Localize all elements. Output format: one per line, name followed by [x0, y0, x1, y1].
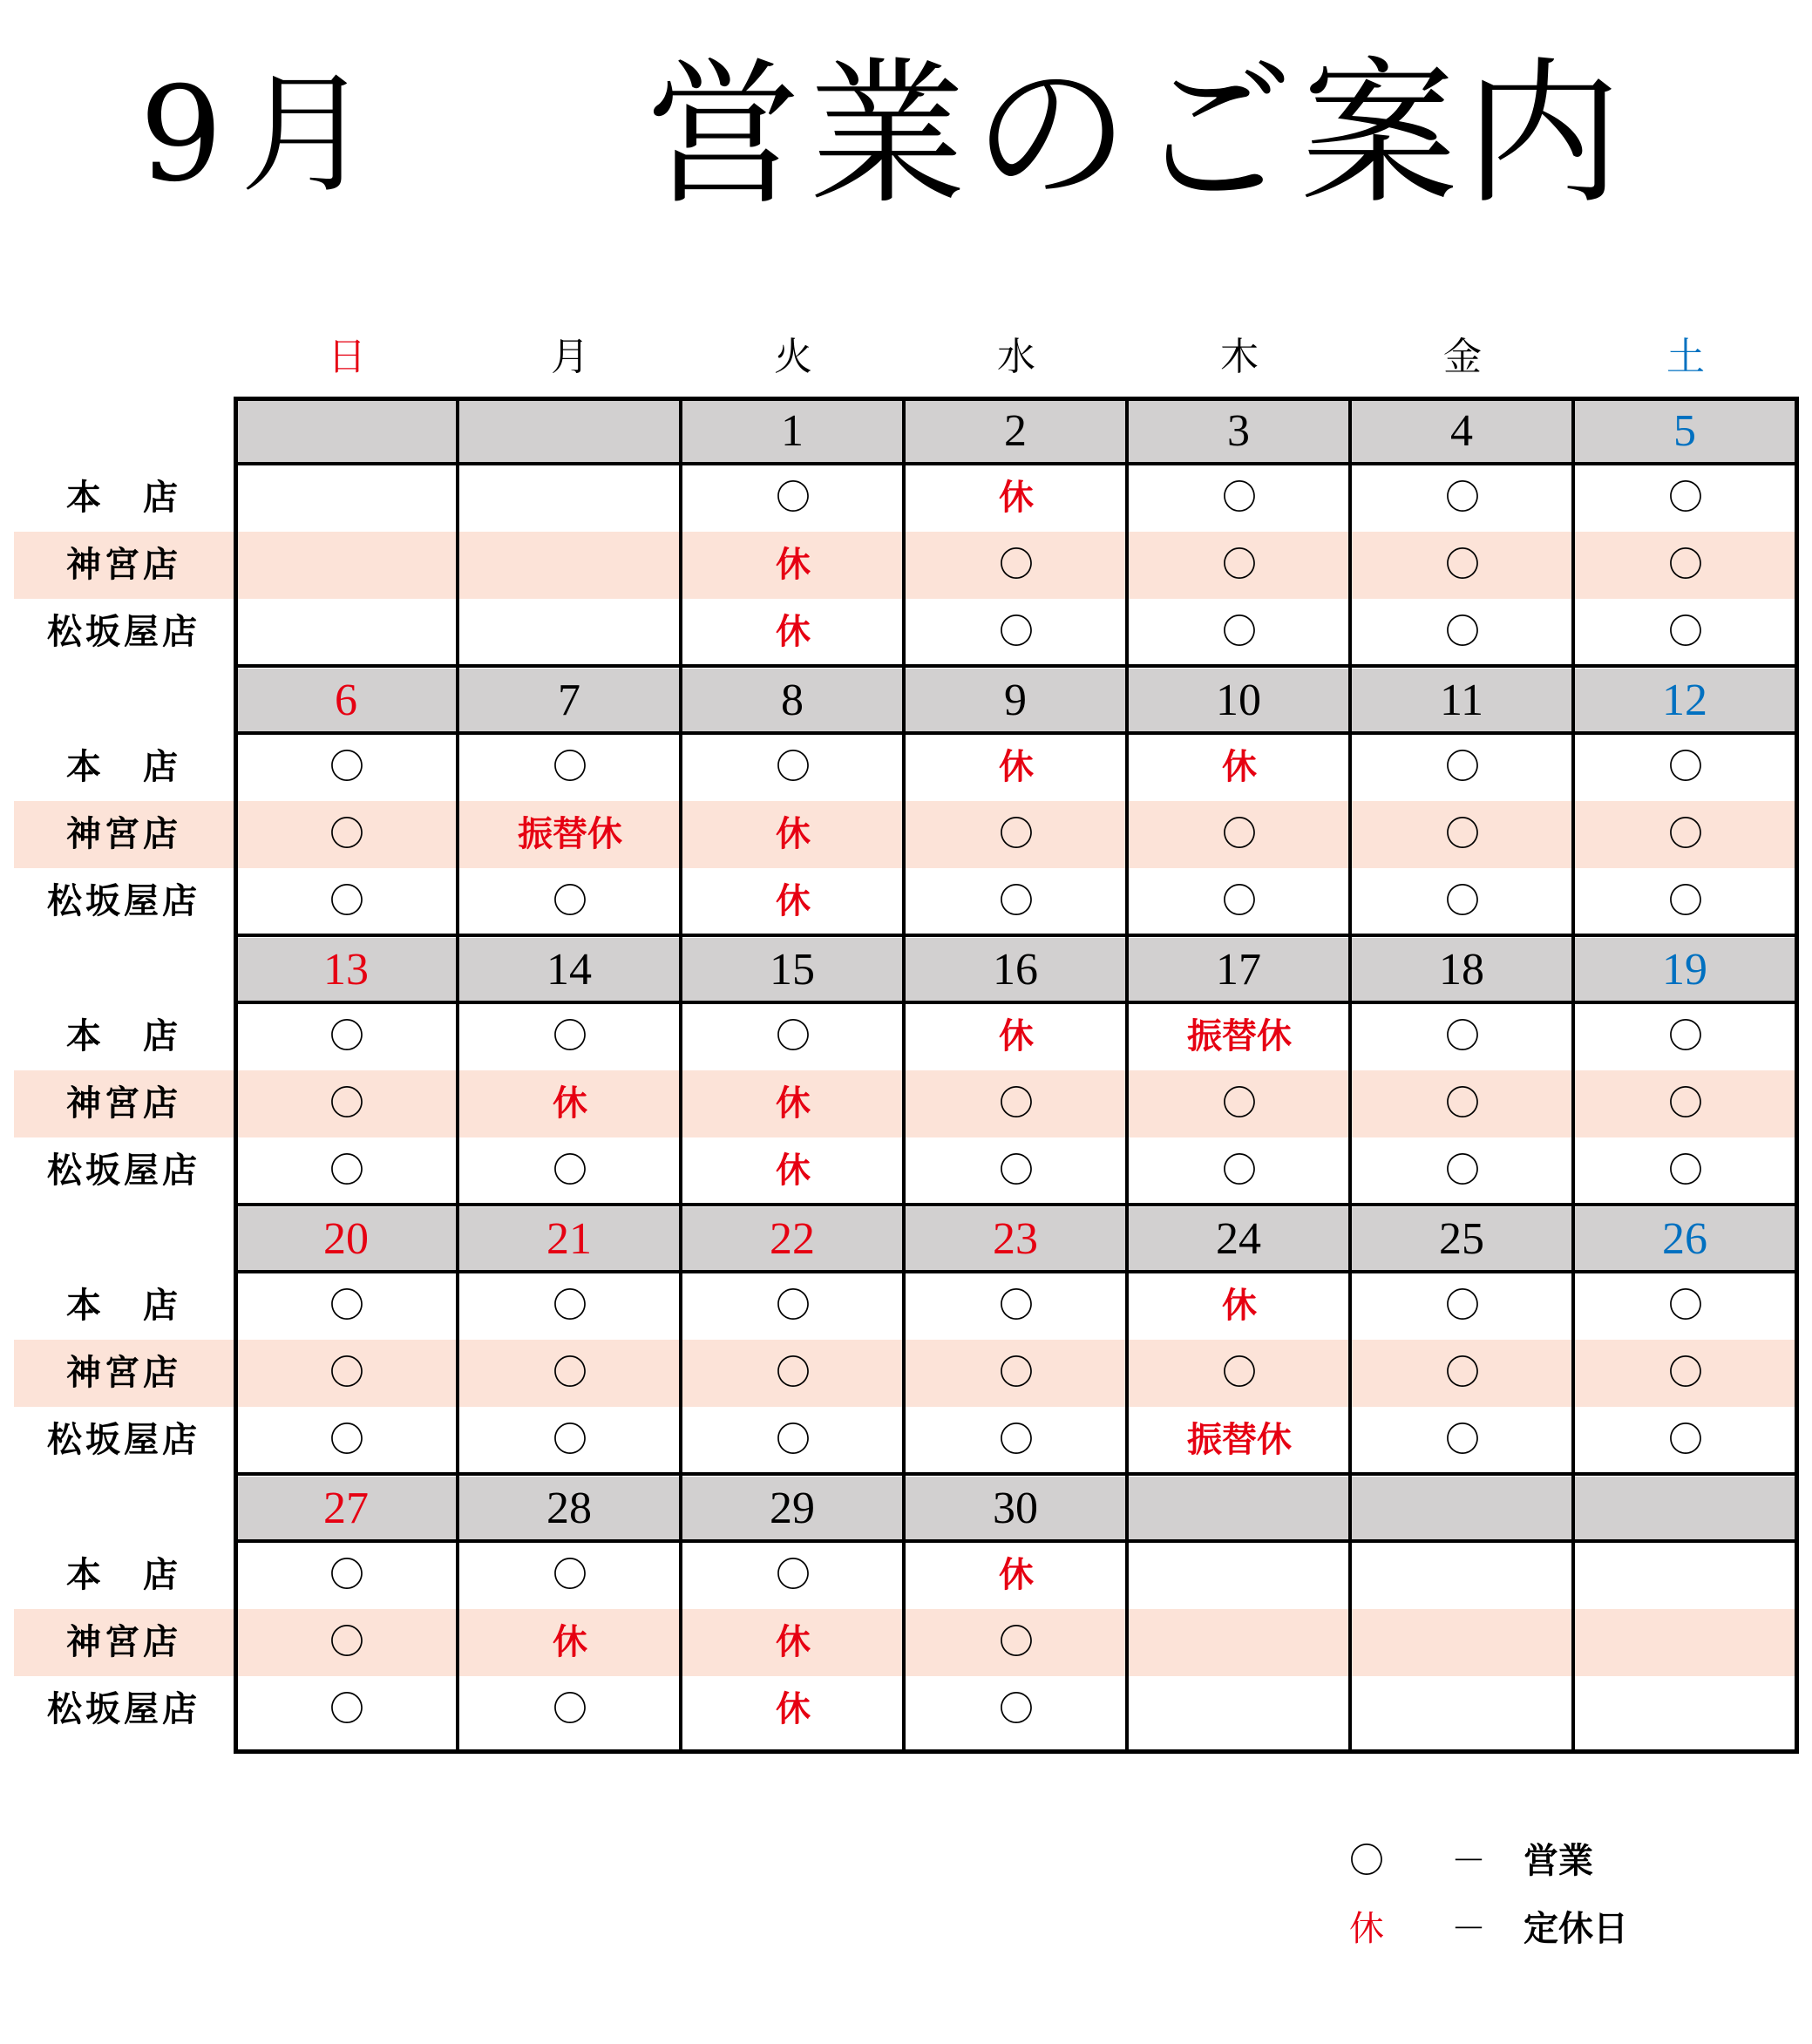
column-divider [679, 397, 682, 1754]
row-divider [234, 664, 1799, 668]
open-status-cell: 〇 [1445, 1286, 1480, 1326]
open-status-cell: 〇 [553, 881, 587, 921]
date-cell: 28 [459, 1477, 679, 1540]
weekday-label: 金 [1443, 335, 1482, 379]
open-status-cell: 〇 [1222, 612, 1257, 652]
closed-status-cell: 休 [776, 612, 811, 652]
closed-status-cell: 休 [776, 1689, 811, 1729]
date-cell: 20 [236, 1207, 456, 1271]
closed-status-cell: 休 [776, 814, 811, 854]
date-cell: 13 [236, 938, 456, 1002]
store-label: 神宮店 [66, 814, 181, 854]
page-title-month: 9月 [139, 59, 389, 211]
store-label: 松坂屋店 [47, 881, 200, 921]
column-divider [1125, 397, 1129, 1754]
weekday-label: 水 [997, 335, 1035, 379]
open-status-cell: 〇 [776, 1420, 811, 1460]
store-label: 神宮店 [66, 1083, 181, 1124]
open-status-cell: 〇 [329, 1689, 364, 1729]
date-cell: 24 [1129, 1207, 1348, 1271]
row-divider [234, 462, 1799, 465]
date-cell: 7 [459, 669, 679, 732]
row-divider [234, 1270, 1799, 1273]
open-status-cell: 〇 [999, 1286, 1034, 1326]
closed-status-cell: 休 [776, 1083, 811, 1124]
open-status-cell: 〇 [1445, 545, 1480, 585]
weekday-label: 火 [774, 335, 812, 379]
open-status-cell: 〇 [776, 747, 811, 787]
date-cell: 2 [906, 399, 1125, 463]
date-cell: 12 [1575, 669, 1795, 732]
closed-status-cell: 振替休 [1187, 1420, 1292, 1460]
date-cell: 29 [682, 1477, 902, 1540]
open-status-cell: 〇 [329, 1622, 364, 1662]
open-status-cell: 〇 [329, 814, 364, 854]
store-label: 神宮店 [66, 1353, 181, 1393]
open-status-cell: 〇 [1445, 1353, 1480, 1393]
closed-status-cell: 休 [999, 1555, 1034, 1595]
date-cell: 10 [1129, 669, 1348, 732]
open-status-cell: 〇 [329, 1083, 364, 1124]
open-status-cell: 〇 [999, 1689, 1034, 1729]
open-status-cell: 〇 [1668, 545, 1703, 585]
date-cell: 6 [236, 669, 456, 732]
open-status-cell: 〇 [999, 612, 1034, 652]
row-divider [234, 1472, 1799, 1476]
store-label: 松坂屋店 [47, 1420, 200, 1460]
open-status-cell: 〇 [1668, 1286, 1703, 1326]
open-status-cell: 〇 [1668, 747, 1703, 787]
open-status-cell: 〇 [1445, 1016, 1480, 1056]
date-cell: 9 [906, 669, 1125, 732]
open-status-cell: 〇 [1222, 478, 1257, 518]
open-status-cell: 〇 [999, 881, 1034, 921]
column-divider [1348, 397, 1352, 1754]
open-status-cell: 〇 [329, 1353, 364, 1393]
closed-status-cell: 休 [776, 1622, 811, 1662]
open-status-cell: 〇 [1445, 1151, 1480, 1191]
store-label: 神宮店 [66, 1622, 181, 1662]
open-status-cell: 〇 [1222, 814, 1257, 854]
legend-symbol: 休 [1349, 1909, 1384, 1949]
date-cell: 11 [1352, 669, 1571, 732]
open-status-cell: 〇 [329, 747, 364, 787]
closed-status-cell: 休 [999, 478, 1034, 518]
store-label: 神宮店 [66, 545, 181, 585]
date-cell: 22 [682, 1207, 902, 1271]
date-cell: 5 [1575, 399, 1795, 463]
closed-status-cell: 休 [553, 1622, 587, 1662]
date-cell: 30 [906, 1477, 1125, 1540]
open-status-cell: 〇 [1668, 1151, 1703, 1191]
column-divider [1571, 397, 1575, 1754]
open-status-cell: 〇 [776, 1016, 811, 1056]
open-status-cell: 〇 [329, 1151, 364, 1191]
open-status-cell: 〇 [999, 1420, 1034, 1460]
open-status-cell: 〇 [329, 1555, 364, 1595]
open-status-cell: 〇 [1668, 814, 1703, 854]
store-label: 本 店 [66, 1016, 181, 1056]
date-cell: 19 [1575, 938, 1795, 1002]
closed-status-cell: 休 [776, 545, 811, 585]
store-label: 松坂屋店 [47, 612, 200, 652]
open-status-cell: 〇 [999, 545, 1034, 585]
open-status-cell: 〇 [1222, 1353, 1257, 1393]
store-label: 本 店 [66, 1286, 181, 1326]
open-status-cell: 〇 [999, 814, 1034, 854]
weekday-label: 日 [328, 335, 366, 379]
open-status-cell: 〇 [553, 1555, 587, 1595]
date-cell: 1 [682, 399, 902, 463]
date-cell: 3 [1129, 399, 1348, 463]
date-cell: 15 [682, 938, 902, 1002]
weekday-label: 月 [551, 335, 589, 379]
closed-status-cell: 休 [1222, 1286, 1257, 1326]
open-status-cell: 〇 [1445, 478, 1480, 518]
row-divider [234, 934, 1799, 937]
open-status-cell: 〇 [553, 1689, 587, 1729]
open-status-cell: 〇 [1222, 1151, 1257, 1191]
store-label: 本 店 [66, 478, 181, 518]
legend-text: 定休日 [1524, 1909, 1628, 1949]
open-status-cell: 〇 [1445, 612, 1480, 652]
open-status-cell: 〇 [1222, 881, 1257, 921]
open-status-cell: 〇 [553, 1151, 587, 1191]
open-status-cell: 〇 [776, 1286, 811, 1326]
closed-status-cell: 振替休 [518, 814, 622, 854]
open-status-cell: 〇 [553, 1420, 587, 1460]
closed-status-cell: 休 [776, 1151, 811, 1191]
open-status-cell: 〇 [553, 747, 587, 787]
weekday-label: 木 [1220, 335, 1259, 379]
open-status-cell: 〇 [776, 1353, 811, 1393]
closed-status-cell: 振替休 [1187, 1016, 1292, 1056]
date-cell: 8 [682, 669, 902, 732]
open-status-cell: 〇 [1668, 1420, 1703, 1460]
open-status-cell: 〇 [1668, 1083, 1703, 1124]
date-cell: 14 [459, 938, 679, 1002]
open-status-cell: 〇 [1445, 1083, 1480, 1124]
open-status-cell: 〇 [1445, 814, 1480, 854]
store-label: 松坂屋店 [47, 1689, 200, 1729]
weekday-label: 土 [1666, 335, 1705, 379]
open-status-cell: 〇 [1668, 478, 1703, 518]
legend-dash: － [1451, 1841, 1486, 1881]
closed-status-cell: 休 [553, 1083, 587, 1124]
open-status-cell: 〇 [1668, 612, 1703, 652]
date-cell: 16 [906, 938, 1125, 1002]
date-cell: 23 [906, 1207, 1125, 1271]
date-cell: 26 [1575, 1207, 1795, 1271]
store-label: 松坂屋店 [47, 1151, 200, 1191]
open-status-cell: 〇 [329, 1016, 364, 1056]
column-divider [456, 397, 459, 1754]
legend-dash: － [1451, 1909, 1486, 1949]
open-status-cell: 〇 [1668, 881, 1703, 921]
open-status-cell: 〇 [999, 1353, 1034, 1393]
open-status-cell: 〇 [553, 1016, 587, 1056]
open-status-cell: 〇 [776, 1555, 811, 1595]
closed-status-cell: 休 [776, 881, 811, 921]
open-status-cell: 〇 [329, 1420, 364, 1460]
row-divider [234, 1203, 1799, 1206]
date-cell: 18 [1352, 938, 1571, 1002]
open-status-cell: 〇 [553, 1286, 587, 1326]
open-status-cell: 〇 [1445, 881, 1480, 921]
open-status-cell: 〇 [1445, 1420, 1480, 1460]
date-cell: 25 [1352, 1207, 1571, 1271]
open-status-cell: 〇 [329, 1286, 364, 1326]
row-divider [234, 1539, 1799, 1543]
open-status-cell: 〇 [999, 1083, 1034, 1124]
open-status-cell: 〇 [999, 1622, 1034, 1662]
row-divider [234, 1001, 1799, 1004]
date-cell: 4 [1352, 399, 1571, 463]
open-status-cell: 〇 [1222, 545, 1257, 585]
calendar-frame [234, 397, 1799, 1754]
closed-status-cell: 休 [999, 1016, 1034, 1056]
date-cell: 21 [459, 1207, 679, 1271]
legend-text: 営業 [1524, 1841, 1593, 1881]
store-label: 本 店 [66, 1555, 181, 1595]
column-divider [902, 397, 906, 1754]
page-title: 営業のご案内 [645, 44, 1629, 226]
open-status-cell: 〇 [1668, 1353, 1703, 1393]
open-status-cell: 〇 [329, 881, 364, 921]
closed-status-cell: 休 [1222, 747, 1257, 787]
closed-status-cell: 休 [999, 747, 1034, 787]
date-cell: 17 [1129, 938, 1348, 1002]
open-status-cell: 〇 [999, 1151, 1034, 1191]
open-status-cell: 〇 [1668, 1016, 1703, 1056]
row-divider [234, 731, 1799, 735]
open-status-cell: 〇 [553, 1353, 587, 1393]
open-status-cell: 〇 [1222, 1083, 1257, 1124]
open-status-cell: 〇 [776, 478, 811, 518]
date-cell: 27 [236, 1477, 456, 1540]
open-status-cell: 〇 [1445, 747, 1480, 787]
legend-symbol: 〇 [1349, 1841, 1384, 1881]
store-label: 本 店 [66, 747, 181, 787]
